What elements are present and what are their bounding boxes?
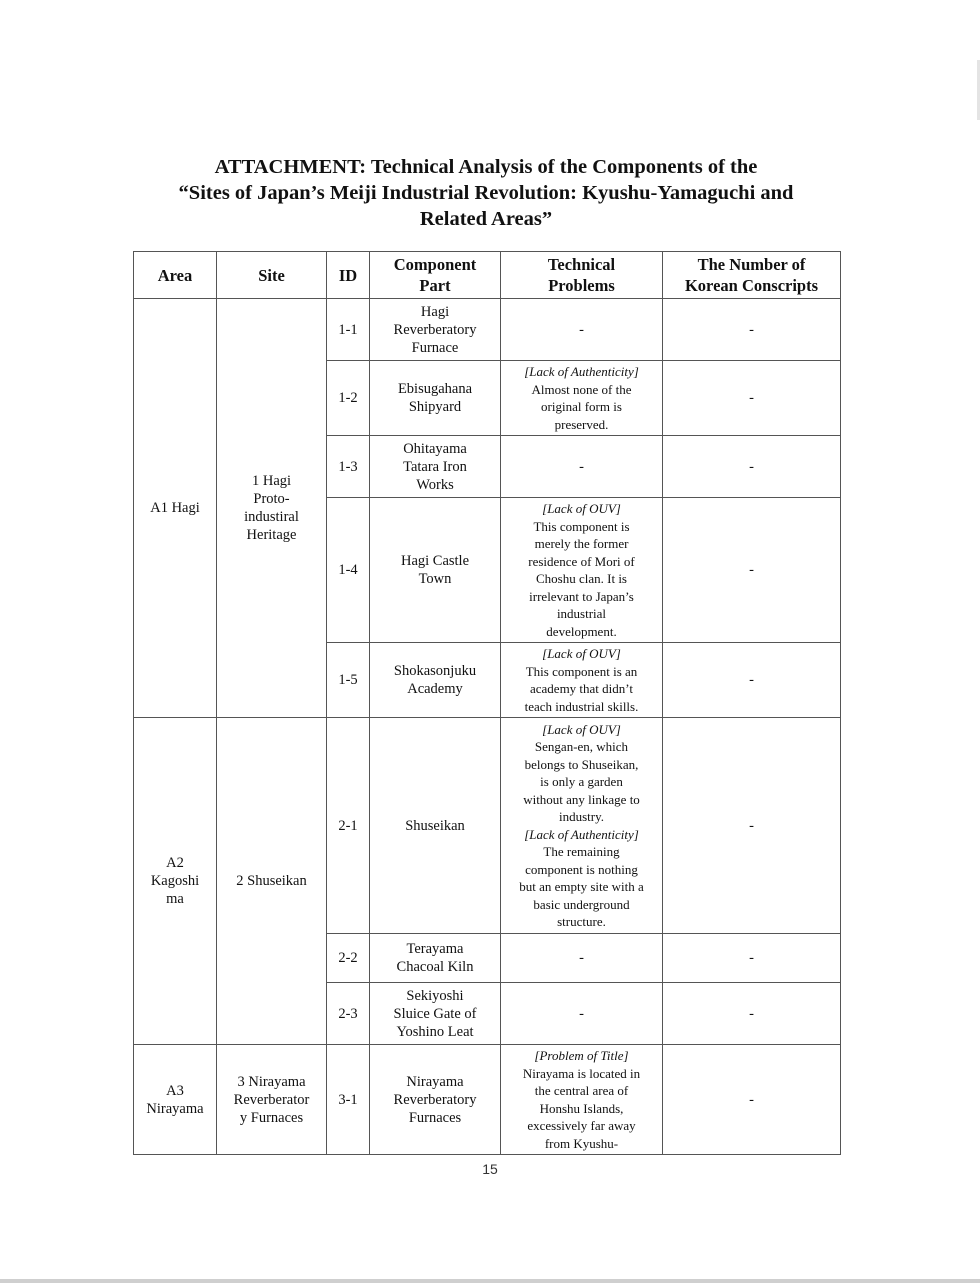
header-site: Site — [217, 252, 327, 299]
problem-text-line: basic underground — [533, 896, 630, 912]
header-area: Area — [134, 252, 217, 299]
component-cell: Ebisugahana Shipyard — [370, 361, 501, 436]
table-header-row — [134, 252, 841, 299]
title-line-3: Related Areas” — [419, 208, 553, 230]
site-cell: 1 Hagi Proto- industiral Heritage — [217, 299, 327, 718]
problem-text-line: without any linkage to — [523, 791, 640, 807]
problem-cell — [501, 643, 663, 718]
title-line-1: ATTACHMENT: Technical Analysis of the Components of the — [214, 156, 758, 178]
id-cell: 1-4 — [327, 498, 370, 643]
problem-cell — [501, 299, 663, 361]
problem-cell — [501, 436, 663, 498]
problem-text-line: excessively far away — [527, 1118, 636, 1133]
problem-category: [Problem of Title] — [534, 1048, 629, 1063]
problem-text-line: component is nothing — [525, 861, 638, 877]
problem-text-line: academy that didn’t — [529, 681, 633, 696]
problem-text-line: Nirayama is located in — [522, 1065, 641, 1081]
problem-text-line: but an empty site with a — [519, 879, 644, 894]
page-number: 15 — [482, 1161, 498, 1177]
problem-text-line: residence of Mori of — [528, 553, 635, 569]
site-cell: 3 Nirayama Reverberator y Furnaces — [217, 1045, 327, 1155]
document-title — [150, 154, 822, 232]
table-row — [134, 299, 841, 361]
area-cell: A1 Hagi — [134, 299, 217, 718]
problem-text-line: from Kyushu- — [544, 1135, 619, 1151]
component-cell: Terayama Chacoal Kiln — [370, 934, 501, 983]
id-cell: 2-2 — [327, 934, 370, 983]
problem-text-line: - — [579, 1005, 584, 1022]
id-cell: 1-5 — [327, 643, 370, 718]
problem-category: [Lack of OUV] — [542, 721, 621, 737]
problem-text-line: structure. — [557, 914, 606, 929]
problem-text-line: development. — [546, 623, 617, 639]
problem-text-line: The remaining — [543, 844, 620, 859]
problem-category: [Lack of Authenticity] — [524, 826, 639, 842]
problem-text-line: Honshu Islands, — [539, 1100, 624, 1116]
problem-category: [Lack of Authenticity] — [524, 364, 639, 379]
conscripts-cell: - — [663, 361, 841, 436]
problem-text-line: belongs to Shuseikan, — [524, 756, 639, 772]
id-cell: 1-1 — [327, 299, 370, 361]
conscripts-cell: - — [663, 436, 841, 498]
header-korean-conscripts: The Number of Korean Conscripts — [663, 252, 841, 299]
problem-cell — [501, 361, 663, 436]
conscripts-cell: - — [663, 983, 841, 1045]
problem-text-line: Sengan-en, which — [534, 739, 629, 754]
problem-category: [Lack of OUV] — [542, 501, 621, 516]
problem-cell — [501, 934, 663, 983]
problem-text-line: preserved. — [554, 416, 609, 432]
component-cell: Ohitayama Tatara Iron Works — [370, 436, 501, 498]
problem-text-line: - — [579, 321, 584, 338]
scan-edge-bottom — [0, 1279, 980, 1283]
problem-text-line: the central area of — [534, 1083, 629, 1098]
component-cell: Sekiyoshi Sluice Gate of Yoshino Leat — [370, 983, 501, 1045]
id-cell: 3-1 — [327, 1045, 370, 1155]
component-cell: Shuseikan — [370, 718, 501, 934]
table-row — [134, 1045, 841, 1155]
site-cell: 2 Shuseikan — [217, 718, 327, 1045]
problem-text-line: industrial — [556, 606, 607, 621]
problem-text-line: This component is — [533, 518, 630, 534]
title-line-2: “Sites of Japan’s Meiji Industrial Revolution: Kyushu-Yamaguchi and — [178, 182, 794, 204]
id-cell: 2-1 — [327, 718, 370, 934]
problem-text-line: - — [579, 458, 584, 475]
id-cell: 1-3 — [327, 436, 370, 498]
problem-text-line: industry. — [558, 809, 605, 824]
header-component-part: Component Part — [370, 252, 501, 299]
id-cell: 2-3 — [327, 983, 370, 1045]
header-technical-problems: Technical Problems — [501, 252, 663, 299]
problem-cell — [501, 1045, 663, 1155]
component-cell: Nirayama Reverberatory Furnaces — [370, 1045, 501, 1155]
problem-text-line: is only a garden — [540, 774, 623, 789]
component-cell: Hagi Castle Town — [370, 498, 501, 643]
problem-cell — [501, 718, 663, 934]
header-id: ID — [327, 252, 370, 299]
problem-text-line: merely the former — [534, 536, 629, 551]
area-cell: A2 Kagoshi ma — [134, 718, 217, 1045]
problem-category: [Lack of OUV] — [542, 646, 621, 661]
conscripts-cell: - — [663, 1045, 841, 1155]
table-row — [134, 718, 841, 934]
conscripts-cell: - — [663, 643, 841, 718]
components-table — [133, 251, 841, 1155]
problem-text-line: irrelevant to Japan’s — [529, 588, 634, 604]
problem-cell — [501, 498, 663, 643]
conscripts-cell: - — [663, 498, 841, 643]
component-cell: Shokasonjuku Academy — [370, 643, 501, 718]
conscripts-cell: - — [663, 299, 841, 361]
component-cell: Hagi Reverberatory Furnace — [370, 299, 501, 361]
area-cell: A3 Nirayama — [134, 1045, 217, 1155]
problem-text-line: Almost none of the — [531, 381, 632, 397]
conscripts-cell: - — [663, 934, 841, 983]
problem-text-line: original form is — [541, 399, 622, 414]
problem-cell — [501, 983, 663, 1045]
id-cell: 1-2 — [327, 361, 370, 436]
problem-text-line: Choshu clan. It is — [536, 571, 627, 586]
problem-text-line: - — [579, 950, 584, 966]
problem-text-line: teach industrial skills. — [524, 698, 639, 714]
conscripts-cell: - — [663, 718, 841, 934]
problem-text-line: This component is an — [525, 663, 638, 679]
